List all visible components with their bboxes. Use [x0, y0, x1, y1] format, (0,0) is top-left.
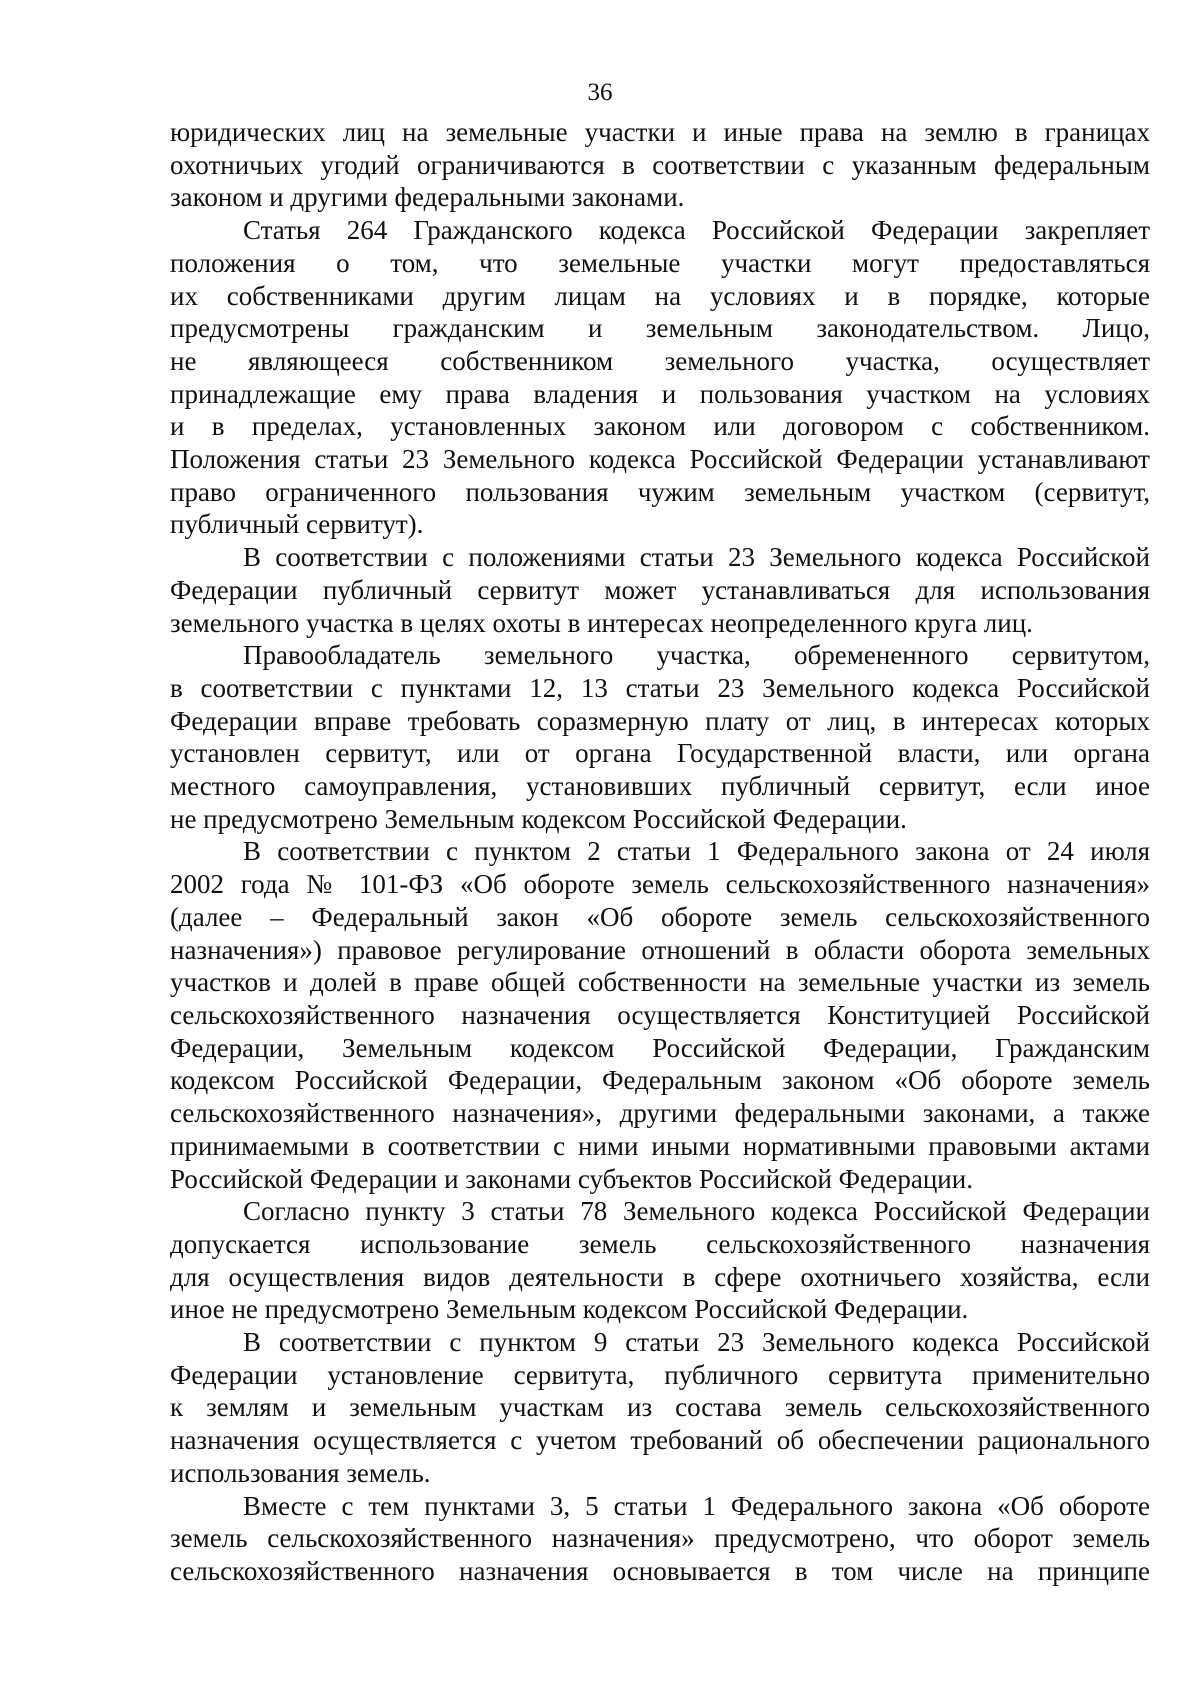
text-line: принимаемыми в соответствии с ними иными нормативными правовыми актами	[170, 1130, 1150, 1161]
text-line: Российской Федерации и законами субъектов Российской Федерации.	[170, 1163, 973, 1194]
paragraph	[170, 541, 1150, 639]
text-line: положения о том, что земельные участки могут предоставляться	[170, 247, 1150, 278]
text-line: и в пределах, установленных законом или договором с собственником.	[170, 411, 1150, 442]
paragraph	[170, 116, 1150, 214]
page-number: 36	[587, 79, 613, 106]
text-line: право ограниченного пользования чужим земельным участком (сервитут,	[170, 476, 1150, 507]
text-line: сельскохозяйственного назначения», другими федеральными законами, а также	[170, 1098, 1150, 1129]
text-line: Положения статьи 23 Земельного кодекса Российской Федерации устанавливают	[170, 444, 1150, 475]
text-line: Федерации публичный сервитут может устанавливаться для использования	[170, 574, 1150, 605]
text-line: назначения осуществляется с учетом требований об обеспечении рационального	[170, 1425, 1150, 1456]
text-line: охотничьих угодий ограничиваются в соответствии с указанным федеральным	[170, 149, 1150, 180]
text-line: Федерации, Земельным кодексом Российской Федерации, Гражданским	[170, 1032, 1150, 1063]
text-line: местного самоуправления, установивших публичный сервитут, если иное	[170, 771, 1150, 802]
paragraph	[170, 1490, 1150, 1588]
text-line: иное не предусмотрено Земельным кодексом Российской Федерации.	[170, 1294, 969, 1325]
text-line: Согласно пункту 3 статьи 78 Земельного кодекса Российской Федерации	[243, 1196, 1150, 1227]
text-line: Вместе с тем пунктами 3, 5 статьи 1 Федерального закона «Об обороте	[243, 1490, 1150, 1521]
text-line: принадлежащие ему права владения и пользования участком на условиях	[170, 378, 1150, 409]
text-line: Федерации установление сервитута, публичного сервитута применительно	[170, 1359, 1150, 1390]
text-line: установлен сервитут, или от органа Государственной власти, или органа	[170, 738, 1150, 769]
text-line: в соответствии с пунктами 12, 13 статьи 23 Земельного кодекса Российской	[170, 672, 1150, 703]
text-line: кодексом Российской Федерации, Федеральным законом «Об обороте земель	[170, 1065, 1150, 1096]
text-line: допускается использование земель сельскохозяйственного назначения	[170, 1228, 1150, 1259]
paragraph	[170, 214, 1150, 541]
text-line: Статья 264 Гражданского кодекса Российской Федерации закрепляет	[243, 215, 1150, 246]
text-line: Правообладатель земельного участка, обремененного сервитутом,	[243, 640, 1150, 671]
document-body	[170, 116, 1150, 1588]
text-line: использования земель.	[170, 1457, 431, 1488]
text-line: земель сельскохозяйственного назначения» предусмотрено, что оборот земель	[170, 1523, 1150, 1554]
text-line: для осуществления видов деятельности в сфере охотничьего хозяйства, если	[170, 1261, 1150, 1292]
text-line: публичный сервитут).	[170, 509, 424, 540]
paragraph	[170, 835, 1150, 1195]
text-line: назначения») правовое регулирование отношений в области оборота земельных	[170, 934, 1150, 965]
paragraph	[170, 639, 1150, 835]
text-line: их собственниками другим лицам на условиях и в порядке, которые	[170, 280, 1150, 311]
paragraph	[170, 1326, 1150, 1490]
text-line: не являющееся собственником земельного участка, осуществляет	[170, 345, 1150, 376]
text-line: В соответствии с положениями статьи 23 Земельного кодекса Российской	[243, 542, 1150, 573]
text-line: земельного участка в целях охоты в интересах неопределенного круга лиц.	[170, 607, 1033, 638]
text-line: сельскохозяйственного назначения основывается в том числе на принципе	[170, 1555, 1150, 1586]
text-line: предусмотрены гражданским и земельным законодательством. Лицо,	[170, 313, 1150, 344]
text-line: В соответствии с пунктом 2 статьи 1 Федерального закона от 24 июля	[243, 836, 1150, 867]
text-line: В соответствии с пунктом 9 статьи 23 Земельного кодекса Российской	[243, 1327, 1150, 1358]
text-line: участков и долей в праве общей собственности на земельные участки из земель	[170, 967, 1150, 998]
text-line: законом и другими федеральными законами.	[170, 182, 685, 213]
text-line: не предусмотрено Земельным кодексом Российской Федерации.	[170, 803, 907, 834]
text-line: юридических лиц на земельные участки и иные права на землю в границах	[170, 117, 1150, 147]
paragraph	[170, 1195, 1150, 1326]
text-line: (далее – Федеральный закон «Об обороте земель сельскохозяйственного	[170, 901, 1150, 932]
text-line: к землям и земельным участкам из состава земель сельскохозяйственного	[170, 1392, 1150, 1423]
text-line: Федерации вправе требовать соразмерную плату от лиц, в интересах которых	[170, 705, 1150, 736]
text-line: сельскохозяйственного назначения осуществляется Конституцией Российской	[170, 999, 1150, 1030]
text-line: 2002 года № 101-ФЗ «Об обороте земель сельскохозяйственного назначения»	[170, 869, 1150, 900]
